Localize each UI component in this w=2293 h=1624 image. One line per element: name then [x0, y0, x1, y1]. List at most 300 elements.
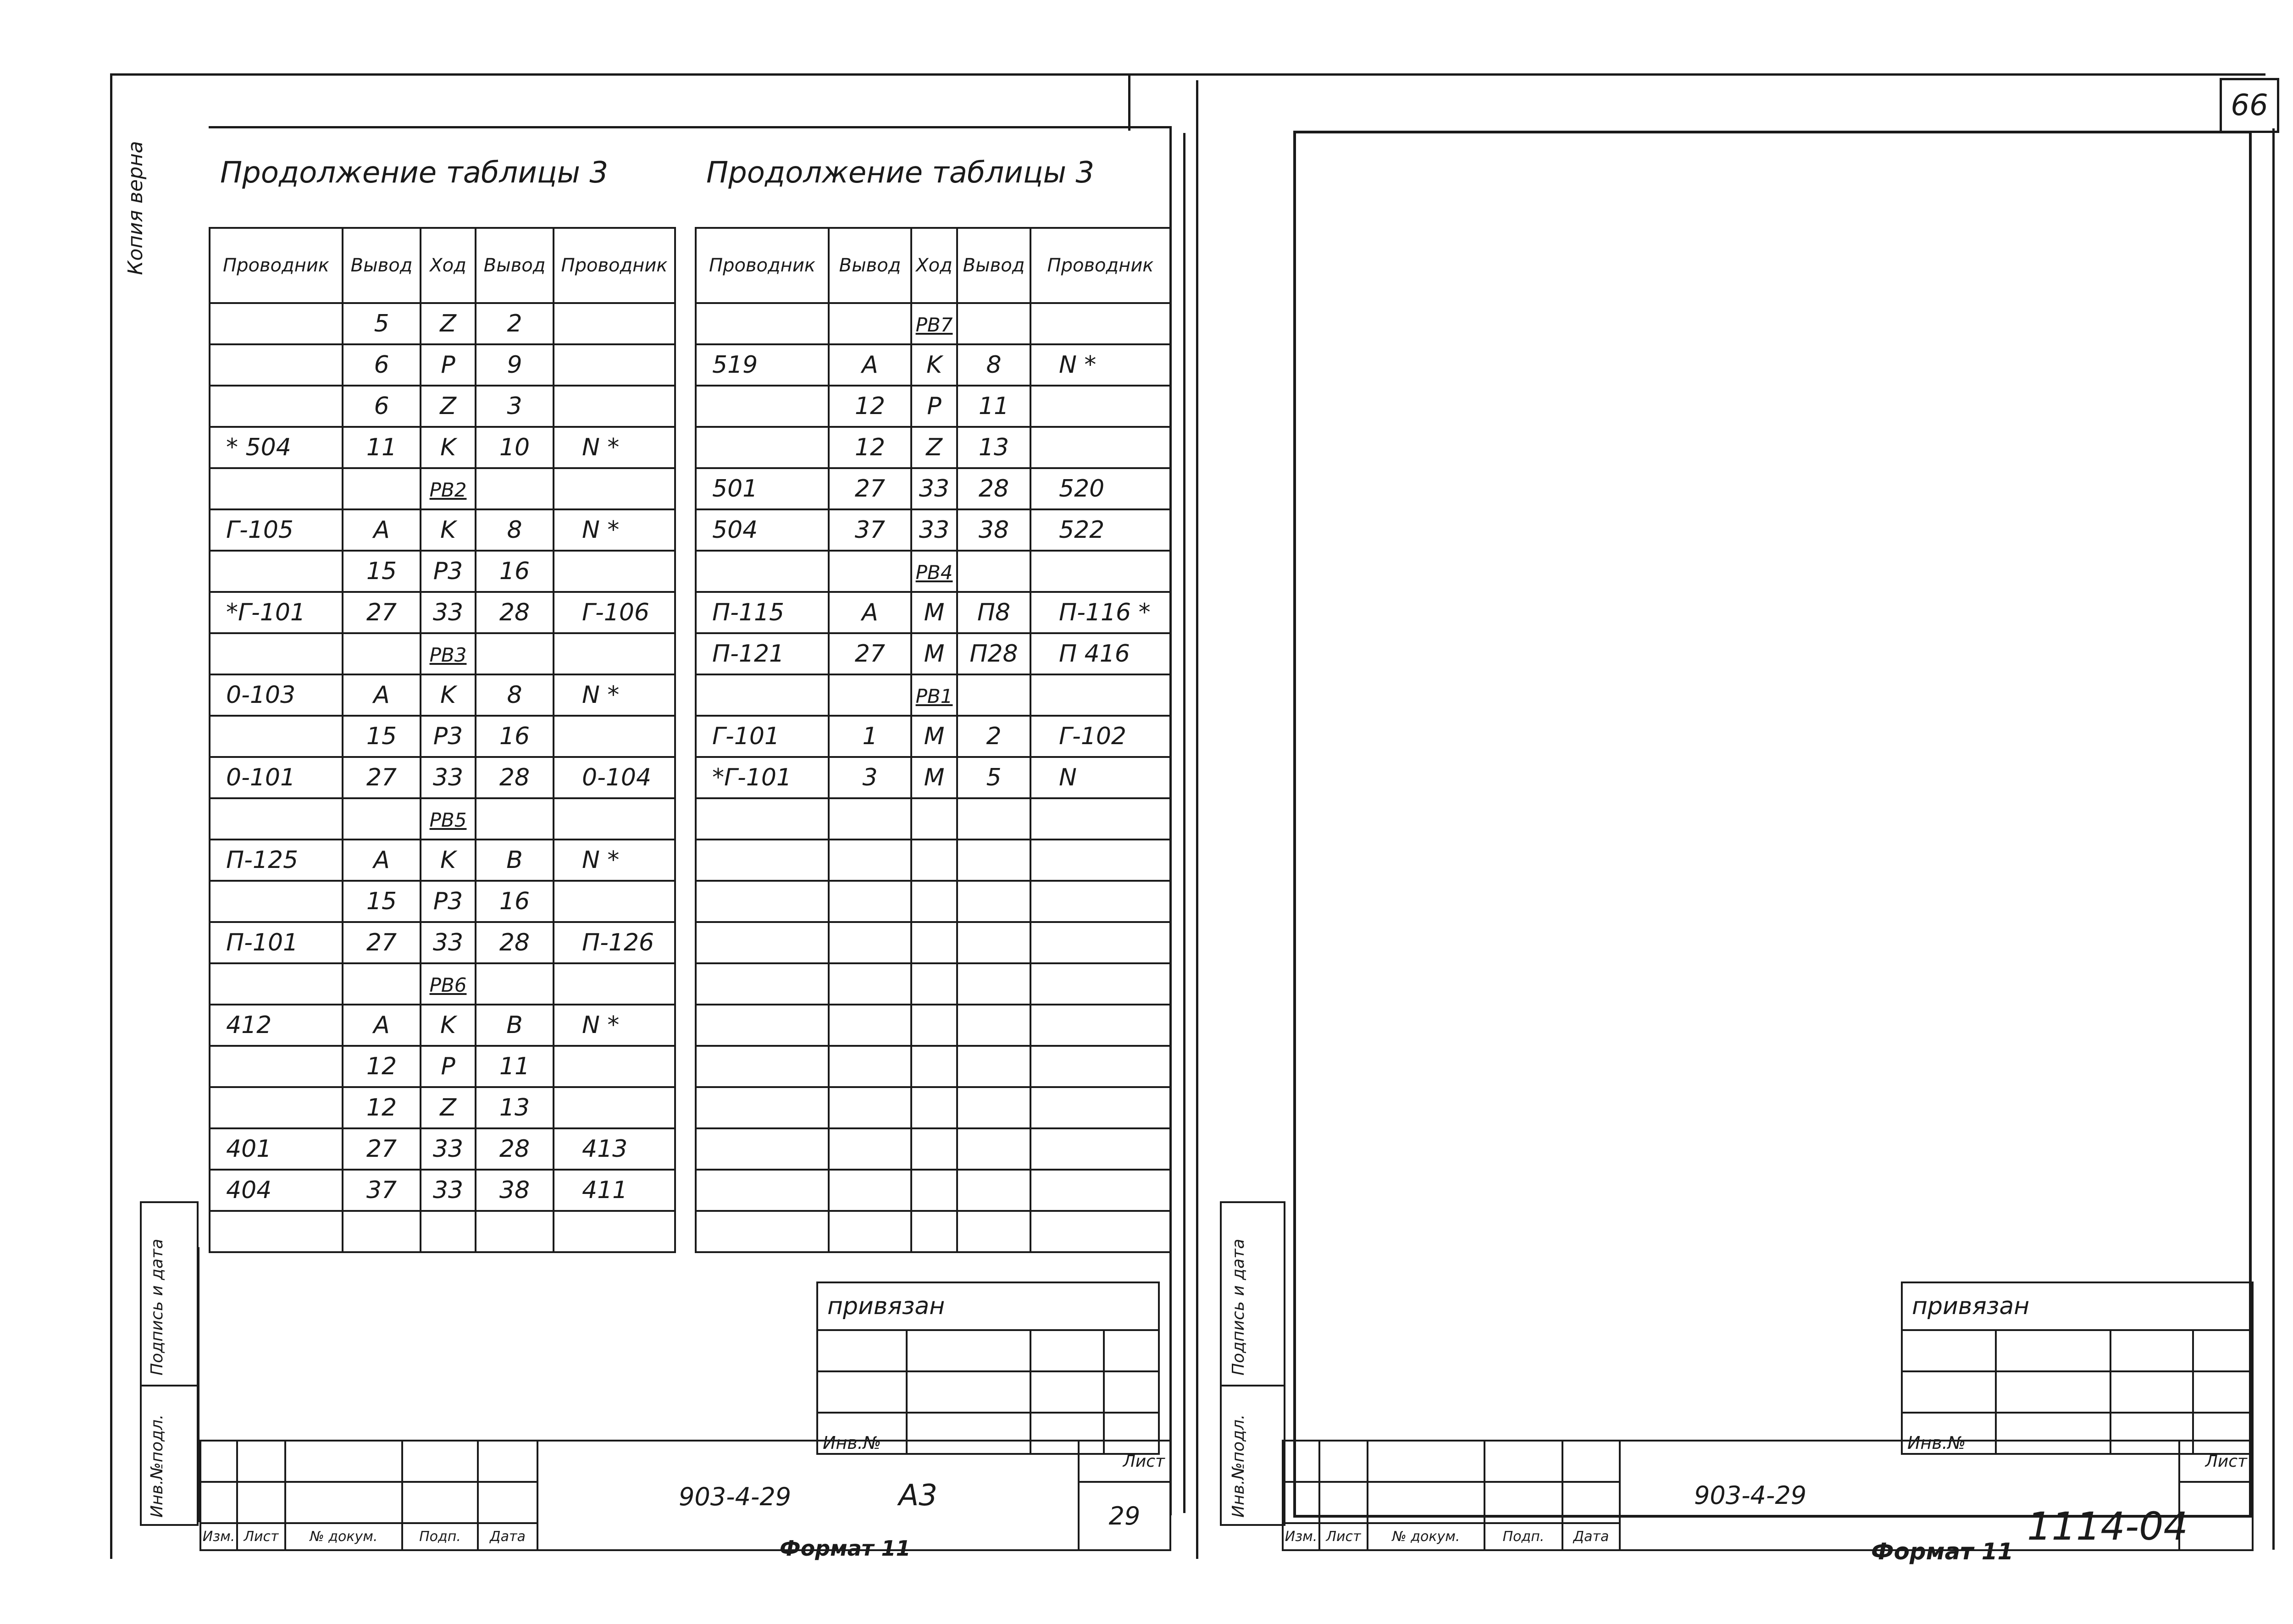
tbl-right-cell: [957, 509, 1030, 551]
tbl-right-cell: [696, 922, 829, 963]
tbl-right-cell: [1030, 1046, 1170, 1087]
tbl-left-cell: [210, 674, 343, 716]
tbl-left-cell-text: Z: [440, 392, 456, 420]
left-title-block: [199, 1440, 1171, 1551]
tbl-left-cell-text: PB6: [429, 974, 467, 996]
tbl-left-cell: [554, 716, 675, 757]
tbl-right-cell: [911, 1046, 957, 1087]
right-sheet-outer-right: [2272, 128, 2275, 1550]
table-row: [210, 716, 675, 757]
tbl-right-cell-text: П-121: [712, 640, 785, 668]
tbl-right-cell: [957, 344, 1030, 386]
tbl-left-cell: [343, 509, 421, 551]
tbl-right-cell: [829, 881, 911, 922]
tbl-left-cell: [343, 1128, 421, 1170]
tbl-right-cell-text: 5: [986, 764, 1002, 791]
tbl-right-cell: [911, 344, 957, 386]
table-row: [210, 840, 675, 881]
tbl-right-cell: [957, 881, 1030, 922]
table-row: [210, 386, 675, 427]
tbl-right-cell: [829, 963, 911, 1005]
left-inv-podl-label: Инв.№подл.: [148, 1414, 166, 1518]
table-row: [210, 1128, 675, 1170]
tbl-left-cell-text: 401: [226, 1135, 272, 1163]
tbl-left-cell: [554, 1211, 675, 1252]
tbl-left-cell: [476, 1087, 554, 1128]
tbl-left-cell: [421, 1170, 476, 1211]
tbl-left-cell-text: Z: [440, 1094, 456, 1121]
tbl-left-cell-text: 15: [366, 888, 397, 915]
tbl-right-cell: [1030, 840, 1170, 881]
tbl-left-cell: [554, 798, 675, 840]
table-row: [210, 881, 675, 922]
tbl-left-cell: [476, 757, 554, 798]
tbl-left-cell: [476, 592, 554, 633]
tbl-right-cell: [1030, 344, 1170, 386]
tbl-left-cell-text: N *: [582, 1011, 620, 1039]
tbl-right-cell: [829, 1128, 911, 1170]
tbl-left-cell: [421, 757, 476, 798]
tbl-left-cell: [476, 922, 554, 963]
tbl-right-cell: [911, 1005, 957, 1046]
tbl-left-cell: [476, 468, 554, 509]
conductor-table-right: [695, 227, 1171, 1253]
tbl-right-cell: [696, 674, 829, 716]
tbl-right-cell-text: 33: [919, 516, 950, 544]
tbl-right-cell: [829, 1005, 911, 1046]
right-stamp-sheet-label: Лист: [2179, 1441, 2253, 1482]
tbl-left-cell-text: 27: [366, 1135, 397, 1163]
left-stamp-designation: 903-4-29: [679, 1482, 792, 1511]
tbl-right-cell-text: 12: [854, 392, 886, 420]
tbl-right-cell-text: 1: [862, 723, 878, 750]
tbl-right-cell: [829, 840, 911, 881]
left-side-margin-divider: [140, 1385, 197, 1386]
tbl-right-cell-text: *Г-101: [712, 764, 792, 791]
tbl-left-cell-text: A: [373, 516, 390, 544]
tbl-right-cell-text: PB1: [915, 685, 953, 707]
tbl-left-cell-text: 28: [499, 929, 530, 956]
tbl-right-cell: [829, 798, 911, 840]
tbl-left-cell: [421, 1046, 476, 1087]
tbl-right-header-4: Проводник: [1030, 228, 1170, 303]
table-row: [696, 757, 1170, 798]
tbl-right-cell: [829, 757, 911, 798]
top-edge-line: [110, 73, 2265, 76]
tbl-right-cell-text: Г-102: [1059, 723, 1126, 750]
tbl-left-cell-text: Z: [440, 310, 456, 337]
tbl-left-cell-text: 413: [582, 1135, 628, 1163]
tbl-left-cell-text: Г-106: [582, 599, 649, 626]
tbl-right-cell: [696, 303, 829, 344]
tbl-right-cell: [696, 798, 829, 840]
table-row: [210, 344, 675, 386]
tbl-left-cell-text: A: [373, 681, 390, 709]
tbl-left-cell: [421, 344, 476, 386]
tbl-left-cell-text: 16: [499, 723, 530, 750]
tbl-left-cell-text: 27: [366, 929, 397, 956]
tbl-left-cell: [343, 798, 421, 840]
tbl-left-cell: [476, 509, 554, 551]
tbl-right-header-2: Ход: [911, 228, 957, 303]
tbl-left-cell: [343, 1046, 421, 1087]
tbl-left-cell: [210, 1005, 343, 1046]
tbl-left-cell-text: 28: [499, 764, 530, 791]
table-row: [696, 1211, 1170, 1252]
table-row: [210, 1211, 675, 1252]
tbl-right-cell: [957, 551, 1030, 592]
tbl-right-cell: [957, 798, 1030, 840]
tbl-left-cell: [343, 1170, 421, 1211]
tbl-left-cell: [554, 757, 675, 798]
tbl-right-cell: [1030, 1087, 1170, 1128]
tbl-right-cell-text: П8: [977, 599, 1011, 626]
left-sheet-top-border: [209, 126, 1172, 128]
tbl-right-cell-text: P: [927, 392, 942, 420]
tbl-right-cell: [957, 1005, 1030, 1046]
tbl-left-cell: [554, 1128, 675, 1170]
left-privyazan-block: [816, 1282, 1160, 1455]
tbl-left-cell: [476, 674, 554, 716]
table-row: [210, 633, 675, 674]
left-sheet-outer-right: [1183, 133, 1185, 1513]
left-privyazan-label: привязан: [817, 1282, 1159, 1330]
tbl-right-cell: [957, 757, 1030, 798]
tbl-left-cell: [476, 633, 554, 674]
tbl-left-cell: [421, 1128, 476, 1170]
tbl-right-cell: [696, 757, 829, 798]
tbl-right-cell-text: 3: [862, 764, 878, 791]
tbl-left-cell: [421, 468, 476, 509]
tbl-right-cell-text: N *: [1059, 351, 1097, 379]
tbl-right-cell: [696, 840, 829, 881]
tbl-right-cell: [1030, 716, 1170, 757]
tbl-right-cell-text: 11: [978, 392, 1009, 420]
conductor-table-left: [209, 227, 676, 1253]
tbl-right-cell-text: A: [862, 599, 878, 626]
tbl-right-cell: [911, 716, 957, 757]
tbl-left-cell: [343, 840, 421, 881]
tbl-right-cell: [911, 1087, 957, 1128]
tbl-left-cell-text: 6: [374, 392, 389, 420]
left-inv-no-label: Инв.№: [817, 1413, 907, 1454]
tbl-left-cell-text: 16: [499, 558, 530, 585]
tbl-left-cell: [421, 922, 476, 963]
tbl-left-cell: [476, 386, 554, 427]
left-stamp-col-label: № докум.: [285, 1523, 402, 1550]
tbl-right-cell: [1030, 427, 1170, 468]
tbl-right-cell-text: 37: [854, 516, 886, 544]
tbl-right-cell-text: K: [926, 351, 942, 379]
left-stamp-sheet-no: 29: [1079, 1482, 1170, 1550]
tbl-right-cell: [911, 633, 957, 674]
tbl-right-cell: [829, 592, 911, 633]
table-row: [696, 303, 1170, 344]
tbl-right-cell: [829, 1211, 911, 1252]
tbl-right-cell: [1030, 551, 1170, 592]
tbl-left-cell: [421, 303, 476, 344]
tbl-right-cell: [696, 427, 829, 468]
tbl-left-cell-text: K: [440, 434, 456, 461]
tbl-left-cell: [210, 1087, 343, 1128]
tbl-right-cell: [1030, 592, 1170, 633]
tbl-left-cell: [421, 963, 476, 1005]
tbl-left-cell-text: 12: [366, 1094, 397, 1121]
tbl-left-cell-text: P: [441, 351, 455, 379]
tbl-left-cell-text: P3: [433, 723, 463, 750]
tbl-left-cell: [554, 1087, 675, 1128]
tbl-left-cell: [476, 1170, 554, 1211]
tbl-left-cell-text: 0-103: [226, 681, 296, 709]
right-privyazan-block: [1901, 1282, 2254, 1455]
tbl-right-cell-text: M: [924, 599, 945, 626]
tbl-right-cell: [957, 386, 1030, 427]
tbl-left-cell-text: A: [373, 846, 390, 874]
tbl-right-cell: [696, 633, 829, 674]
tbl-left-cell-text: PB5: [429, 809, 467, 831]
tbl-right-cell: [696, 468, 829, 509]
table-row: [696, 551, 1170, 592]
tbl-left-cell: [554, 427, 675, 468]
tbl-left-cell: [554, 303, 675, 344]
table-row: [696, 468, 1170, 509]
tbl-right-cell-text: 28: [978, 475, 1009, 503]
tbl-left-cell: [554, 633, 675, 674]
tbl-left-cell-text: П-125: [226, 846, 299, 874]
tbl-left-cell: [343, 922, 421, 963]
tbl-left-cell: [554, 1005, 675, 1046]
right-inv-podl-label: Инв.№подл.: [1229, 1414, 1248, 1518]
tbl-right-cell: [957, 592, 1030, 633]
tbl-right-cell: [829, 509, 911, 551]
tbl-right-cell: [957, 427, 1030, 468]
tbl-left-cell-text: B: [506, 1011, 523, 1039]
tbl-left-cell-text: 404: [226, 1177, 272, 1204]
tbl-right-cell: [1030, 1128, 1170, 1170]
tbl-left-cell-text: 33: [432, 1135, 464, 1163]
tbl-right-cell-text: Z: [926, 434, 942, 461]
tbl-left-cell-text: 27: [366, 764, 397, 791]
tbl-right-cell-text: 33: [919, 475, 950, 503]
tbl-left-cell: [421, 386, 476, 427]
tbl-left-cell-text: 38: [499, 1177, 530, 1204]
tbl-left-cell-text: K: [440, 681, 456, 709]
table-row: [696, 881, 1170, 922]
tbl-left-cell: [343, 757, 421, 798]
tbl-left-cell-text: 27: [366, 599, 397, 626]
tbl-right-cell: [911, 922, 957, 963]
tbl-right-cell: [911, 881, 957, 922]
tbl-left-cell-text: 33: [432, 599, 464, 626]
right-stamp-designation: 903-4-29: [1620, 1441, 2179, 1550]
tbl-left-cell: [554, 551, 675, 592]
tbl-right-cell: [696, 386, 829, 427]
table-row: [210, 303, 675, 344]
tbl-right-cell-text: 2: [986, 723, 1002, 750]
tbl-left-cell: [343, 881, 421, 922]
left-stamp-format: A3: [898, 1478, 937, 1513]
tbl-left-cell: [343, 427, 421, 468]
tbl-left-cell: [421, 881, 476, 922]
table-row: [696, 1046, 1170, 1087]
tbl-left-cell: [476, 840, 554, 881]
table-row: [210, 798, 675, 840]
tbl-right-cell: [1030, 674, 1170, 716]
tbl-left-cell: [476, 716, 554, 757]
tbl-left-cell: [210, 757, 343, 798]
tbl-left-cell: [210, 798, 343, 840]
tbl-right-cell: [911, 551, 957, 592]
left-stamp-col-label: Лист: [237, 1523, 285, 1550]
tbl-left-cell: [210, 881, 343, 922]
tbl-right-cell: [1030, 468, 1170, 509]
right-stamp-col-label: Изм.: [1283, 1523, 1319, 1550]
tbl-left-cell: [421, 551, 476, 592]
tbl-left-cell: [554, 963, 675, 1005]
tbl-right-cell-text: A: [862, 351, 878, 379]
tbl-left-cell: [421, 509, 476, 551]
table-row: [696, 386, 1170, 427]
tbl-left-cell: [343, 592, 421, 633]
tbl-left-cell: [343, 344, 421, 386]
table-row: [696, 344, 1170, 386]
tbl-right-cell: [957, 716, 1030, 757]
tbl-left-cell: [476, 1128, 554, 1170]
tbl-right-cell: [957, 468, 1030, 509]
tbl-right-cell: [911, 757, 957, 798]
tbl-left-cell: [343, 1005, 421, 1046]
table-row: [210, 963, 675, 1005]
table-row: [210, 592, 675, 633]
tbl-right-cell: [696, 1046, 829, 1087]
tbl-left-cell-text: 5: [374, 310, 389, 337]
tbl-left-cell: [421, 674, 476, 716]
tbl-left-cell: [476, 427, 554, 468]
tbl-right-cell: [957, 1128, 1030, 1170]
tbl-left-cell-text: 37: [366, 1177, 397, 1204]
right-format-label: Формат 11: [1871, 1538, 2014, 1565]
table-row: [696, 963, 1170, 1005]
tbl-left-cell-text: B: [506, 846, 523, 874]
tbl-left-cell-text: *Г-101: [226, 599, 305, 626]
tbl-left-cell: [210, 1128, 343, 1170]
tbl-left-header-4: Проводник: [554, 228, 675, 303]
tbl-right-cell-text: 522: [1059, 516, 1105, 544]
tbl-left-cell: [210, 633, 343, 674]
tbl-left-cell-text: 412: [226, 1011, 272, 1039]
tbl-right-cell: [696, 1211, 829, 1252]
tbl-left-cell: [343, 551, 421, 592]
tbl-right-cell: [696, 1087, 829, 1128]
tbl-left-cell: [343, 468, 421, 509]
tbl-left-cell: [421, 798, 476, 840]
tbl-right-cell: [1030, 1170, 1170, 1211]
tbl-right-header-3: Вывод: [957, 228, 1030, 303]
tbl-right-cell: [696, 509, 829, 551]
tbl-left-cell: [421, 633, 476, 674]
tbl-left-cell-text: A: [373, 1011, 390, 1039]
tbl-left-cell: [554, 840, 675, 881]
tbl-right-cell: [1030, 798, 1170, 840]
tbl-right-cell-text: 13: [978, 434, 1009, 461]
tbl-right-cell: [696, 592, 829, 633]
tbl-left-cell: [343, 633, 421, 674]
tbl-left-cell: [554, 674, 675, 716]
tbl-right-cell-text: 27: [854, 640, 886, 668]
tbl-right-cell: [911, 1128, 957, 1170]
tbl-left-cell-text: PB3: [429, 644, 467, 666]
tbl-right-cell-text: П 416: [1059, 640, 1130, 668]
tbl-left-cell: [476, 963, 554, 1005]
tbl-right-cell: [957, 922, 1030, 963]
tbl-left-cell-text: 12: [366, 1053, 397, 1080]
tbl-right-cell-text: Г-101: [712, 723, 780, 750]
tbl-left-cell-text: P: [441, 1053, 455, 1080]
table-row: [696, 674, 1170, 716]
tbl-left-header-2: Ход: [421, 228, 476, 303]
tbl-left-cell-text: 33: [432, 764, 464, 791]
tbl-left-cell: [210, 1046, 343, 1087]
tbl-left-cell-text: 9: [507, 351, 522, 379]
left-stamp-sheet-label: Лист: [1079, 1441, 1170, 1482]
tbl-left-cell: [476, 1005, 554, 1046]
tbl-right-cell-text: 520: [1059, 475, 1105, 503]
tbl-right-cell: [829, 1046, 911, 1087]
tbl-right-cell: [1030, 633, 1170, 674]
tbl-right-cell: [957, 840, 1030, 881]
table-row: [696, 427, 1170, 468]
tbl-left-cell: [210, 386, 343, 427]
table-row: [210, 922, 675, 963]
tbl-left-cell-text: П-101: [226, 929, 299, 956]
tbl-left-cell-text: 15: [366, 558, 397, 585]
tbl-right-cell: [696, 344, 829, 386]
tbl-right-header-0: Проводник: [696, 228, 829, 303]
tbl-right-cell-text: 38: [978, 516, 1009, 544]
tbl-left-cell: [554, 592, 675, 633]
tbl-left-cell: [554, 1046, 675, 1087]
tbl-right-cell: [829, 468, 911, 509]
right-inv-no-label: Инв.№: [1902, 1413, 1996, 1454]
tbl-right-cell: [1030, 303, 1170, 344]
tbl-left-cell-text: 28: [499, 1135, 530, 1163]
tbl-left-cell: [210, 840, 343, 881]
right-sign-date-label: Подпись и дата: [1229, 1238, 1248, 1375]
tbl-left-cell-text: 411: [582, 1177, 628, 1204]
table-right-title: Продолжение таблицы 3: [706, 156, 1095, 190]
tbl-right-cell: [957, 963, 1030, 1005]
tbl-left-cell: [421, 427, 476, 468]
page-number: 66: [2220, 78, 2279, 133]
tbl-left-cell: [210, 344, 343, 386]
tbl-right-cell: [1030, 922, 1170, 963]
tbl-right-cell: [829, 922, 911, 963]
table-row: [696, 716, 1170, 757]
tbl-right-cell-text: M: [924, 723, 945, 750]
table-row: [210, 757, 675, 798]
tbl-right-cell: [911, 509, 957, 551]
table-left-title: Продолжение таблицы 3: [220, 156, 609, 190]
tbl-left-cell-text: K: [440, 846, 456, 874]
tbl-right-cell-text: PB7: [915, 314, 953, 336]
tbl-left-cell-text: 11: [499, 1053, 530, 1080]
tbl-left-cell-text: П-126: [582, 929, 654, 956]
right-stamp-col-label: № докум.: [1368, 1523, 1484, 1550]
tbl-left-cell: [554, 386, 675, 427]
table-row: [210, 674, 675, 716]
tbl-left-cell: [343, 963, 421, 1005]
right-stamp-col-label: Дата: [1562, 1523, 1620, 1550]
